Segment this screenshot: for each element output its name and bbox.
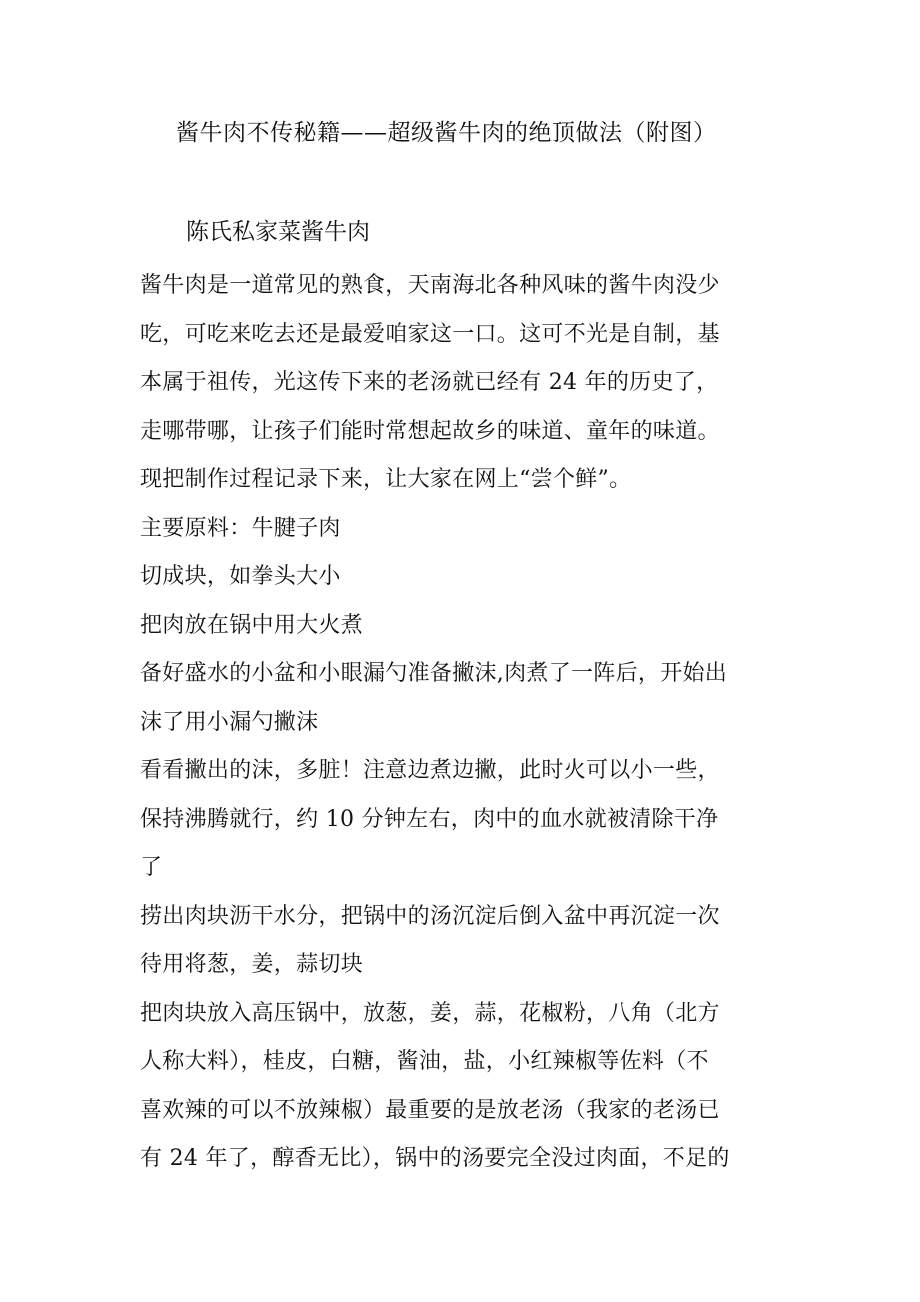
text-line: 沫了用小漏勺撇沫 bbox=[140, 709, 319, 735]
text-line: 主要原料：牛腱子肉 bbox=[140, 515, 341, 541]
text-line: 走哪带哪，让孩子们能时常想起故乡的味道、童年的味道。 bbox=[140, 418, 720, 444]
document-subtitle: 陈氏私家菜酱牛肉 bbox=[186, 219, 370, 245]
document-body bbox=[140, 262, 800, 1184]
text-line: 人称大料），桂皮，白糖，酱油，盐，小红辣椒等佐料（不 bbox=[140, 1049, 709, 1074]
text-line: 保持沸腾就行，约 10 分钟左右，肉中的血水就被清除干净 bbox=[140, 806, 719, 832]
text-line: 本属于祖传，光这传下来的老汤就已经有 24 年的历史了， bbox=[140, 370, 719, 395]
text-line: 把肉放在锅中用大火煮 bbox=[140, 612, 364, 638]
text-line: 备好盛水的小盆和小眼漏勺准备撇沫,肉煮了一阵后，开始出 bbox=[140, 661, 728, 686]
text-line: 了 bbox=[140, 855, 163, 880]
text-line: 把肉块放入高压锅中，放葱，姜，蒜，花椒粉，八角（北方 bbox=[140, 1000, 720, 1026]
text-line: 捞出肉块沥干水分，把锅中的汤沉淀后倒入盆中再沉淀一次 bbox=[140, 903, 720, 929]
text-line: 吃，可吃来吃去还是最爱咱家这一口。这可不光是自制，基 bbox=[140, 321, 720, 347]
text-line: 酱牛肉是一道常见的熟食，天南海北各种风味的酱牛肉没少 bbox=[140, 273, 720, 298]
text-line: 现把制作过程记录下来，让大家在网上“尝个鲜”。 bbox=[140, 467, 632, 492]
text-line: 看看撇出的沫，多脏！注意边煮边撇，此时火可以小一些， bbox=[140, 758, 720, 783]
text-line: 喜欢辣的可以不放辣椒）最重要的是放老汤（我家的老汤已 bbox=[140, 1097, 720, 1123]
text-line: 切成块，如拳头大小 bbox=[140, 564, 341, 589]
text-line: 待用将葱，姜，蒜切块 bbox=[140, 952, 364, 977]
text-line: 有 24 年了，醇香无比），锅中的汤要完全没过肉面，不足的 bbox=[140, 1146, 730, 1171]
document-title: 酱牛肉不传秘籍——超级酱牛肉的绝顶做法（附图） bbox=[176, 120, 717, 146]
